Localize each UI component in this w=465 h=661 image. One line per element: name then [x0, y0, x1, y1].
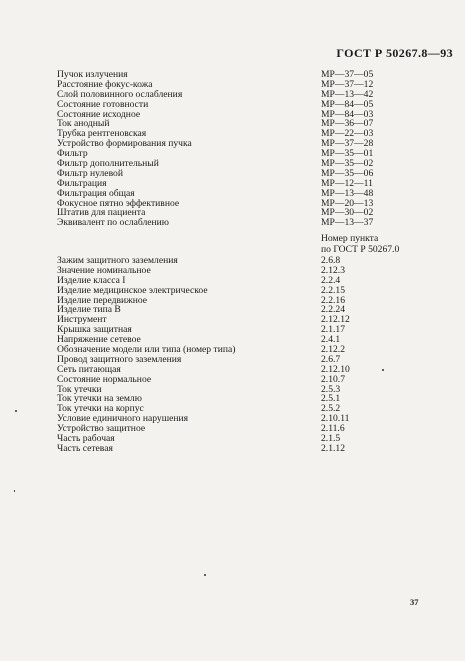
term-reference: МР—13—48 — [321, 187, 374, 199]
term-reference: 2.5.3 — [321, 383, 341, 395]
term-reference: 2.10.11 — [321, 413, 350, 425]
term-reference: МР—35—01 — [321, 148, 374, 160]
term-name: Фильтр — [57, 148, 88, 160]
term-name: Устройство защитное — [57, 423, 146, 435]
terms-list-part2 — [57, 256, 397, 454]
term-name: Фильтрация общая — [57, 187, 135, 199]
term-name: Изделие передвижное — [57, 294, 148, 306]
column-header-line1: Номер пункта — [321, 233, 379, 244]
term-reference: 2.12.12 — [321, 314, 350, 326]
term-name: Пучок излучения — [57, 69, 128, 80]
term-name: Крышка защитная — [57, 324, 132, 336]
term-reference: МР—36—07 — [321, 118, 374, 130]
term-reference: МР—30—02 — [321, 207, 374, 219]
term-name: Сеть питающая — [57, 363, 121, 375]
scan-speck — [382, 369, 384, 371]
term-reference: МР—37—05 — [321, 69, 374, 80]
term-reference: МР—22—03 — [321, 128, 374, 140]
term-name: Эквивалент по ослаблению — [57, 217, 169, 229]
term-name: Обозначение модели или типа (номер типа) — [57, 344, 236, 356]
term-name: Зажим защитного заземления — [57, 255, 178, 266]
term-reference: 2.11.6 — [321, 423, 345, 435]
term-reference: МР—84—03 — [321, 108, 374, 120]
standard-header: ГОСТ Р 50267.8—93 — [336, 46, 453, 60]
term-name: Штатив для пациента — [57, 207, 146, 219]
term-reference: МР—35—06 — [321, 167, 374, 179]
term-reference: МР—37—12 — [321, 78, 374, 90]
term-name: Слой половинного ослабления — [57, 88, 183, 100]
term-name: Ток анодный — [57, 118, 110, 130]
term-reference: 2.5.1 — [321, 393, 341, 405]
term-name: Фокусное пятно эффективное — [57, 197, 180, 209]
term-name: Изделие типа В — [57, 304, 121, 316]
term-name: Устройство формирования пучка — [57, 138, 192, 150]
scan-speck — [15, 410, 17, 412]
term-reference: МР—20—13 — [321, 197, 374, 209]
term-reference: МР—12—11 — [321, 177, 373, 189]
term-name: Состояние готовности — [57, 98, 149, 110]
page-number: 37 — [410, 597, 419, 607]
scan-speck — [14, 490, 15, 492]
term-name: Условие единичного нарушения — [57, 413, 189, 425]
term-reference: МР—13—37 — [321, 217, 374, 229]
term-name: Ток утечки на корпус — [57, 403, 144, 415]
term-reference: 2.2.4 — [321, 274, 341, 286]
term-reference: МР—37—28 — [321, 138, 374, 150]
term-name: Расстояние фокус-кожа — [57, 78, 153, 90]
term-reference: МР—84—05 — [321, 98, 374, 110]
term-reference: 2.2.15 — [321, 284, 345, 296]
term-name: Инструмент — [57, 314, 107, 326]
term-name: Изделие медицинское электрическое — [57, 284, 208, 296]
term-name: Ток утечки на землю — [57, 393, 142, 405]
terms-list-part1 — [57, 70, 397, 228]
term-reference: 2.1.12 — [321, 442, 345, 454]
term-reference: 2.12.10 — [321, 363, 350, 375]
term-name: Часть рабочая — [57, 433, 115, 445]
term-reference: 2.12.2 — [321, 344, 345, 356]
term-name: Фильтрация — [57, 177, 107, 189]
scan-speck — [204, 574, 206, 576]
term-name: Состояние исходное — [57, 108, 141, 120]
term-name: Трубка рентгеновская — [57, 128, 147, 140]
term-name: Фильтр нулевой — [57, 167, 123, 179]
term-reference: 2.10.7 — [321, 373, 345, 385]
term-name: Провод защитного заземления — [57, 353, 182, 365]
term-name: Напряжение сетевое — [57, 334, 141, 346]
term-reference: 2.2.16 — [321, 294, 345, 306]
term-row — [57, 218, 397, 228]
term-name: Состояние нормальное — [57, 373, 152, 385]
term-reference: МР—35—02 — [321, 158, 374, 170]
term-reference: 2.12.3 — [321, 264, 345, 276]
term-name: Ток утечки — [57, 383, 102, 395]
term-reference: 2.6.8 — [321, 255, 341, 266]
term-reference: 2.2.24 — [321, 304, 345, 316]
term-reference: 2.1.17 — [321, 324, 345, 336]
column-header — [321, 234, 399, 255]
term-name: Часть сетевая — [57, 442, 113, 454]
term-reference: 2.6.7 — [321, 353, 341, 365]
term-reference: 2.1.5 — [321, 433, 341, 445]
term-reference: МР—13—42 — [321, 88, 374, 100]
term-row — [57, 375, 397, 385]
column-header-line2: по ГОСТ Р 50267.0 — [321, 243, 400, 255]
term-name: Фильтр дополнительный — [57, 158, 159, 170]
term-name: Значение номинальное — [57, 264, 151, 276]
term-row — [57, 444, 397, 454]
term-reference: 2.4.1 — [321, 334, 341, 346]
term-reference: 2.5.2 — [321, 403, 341, 415]
term-name: Изделие класса I — [57, 274, 126, 286]
